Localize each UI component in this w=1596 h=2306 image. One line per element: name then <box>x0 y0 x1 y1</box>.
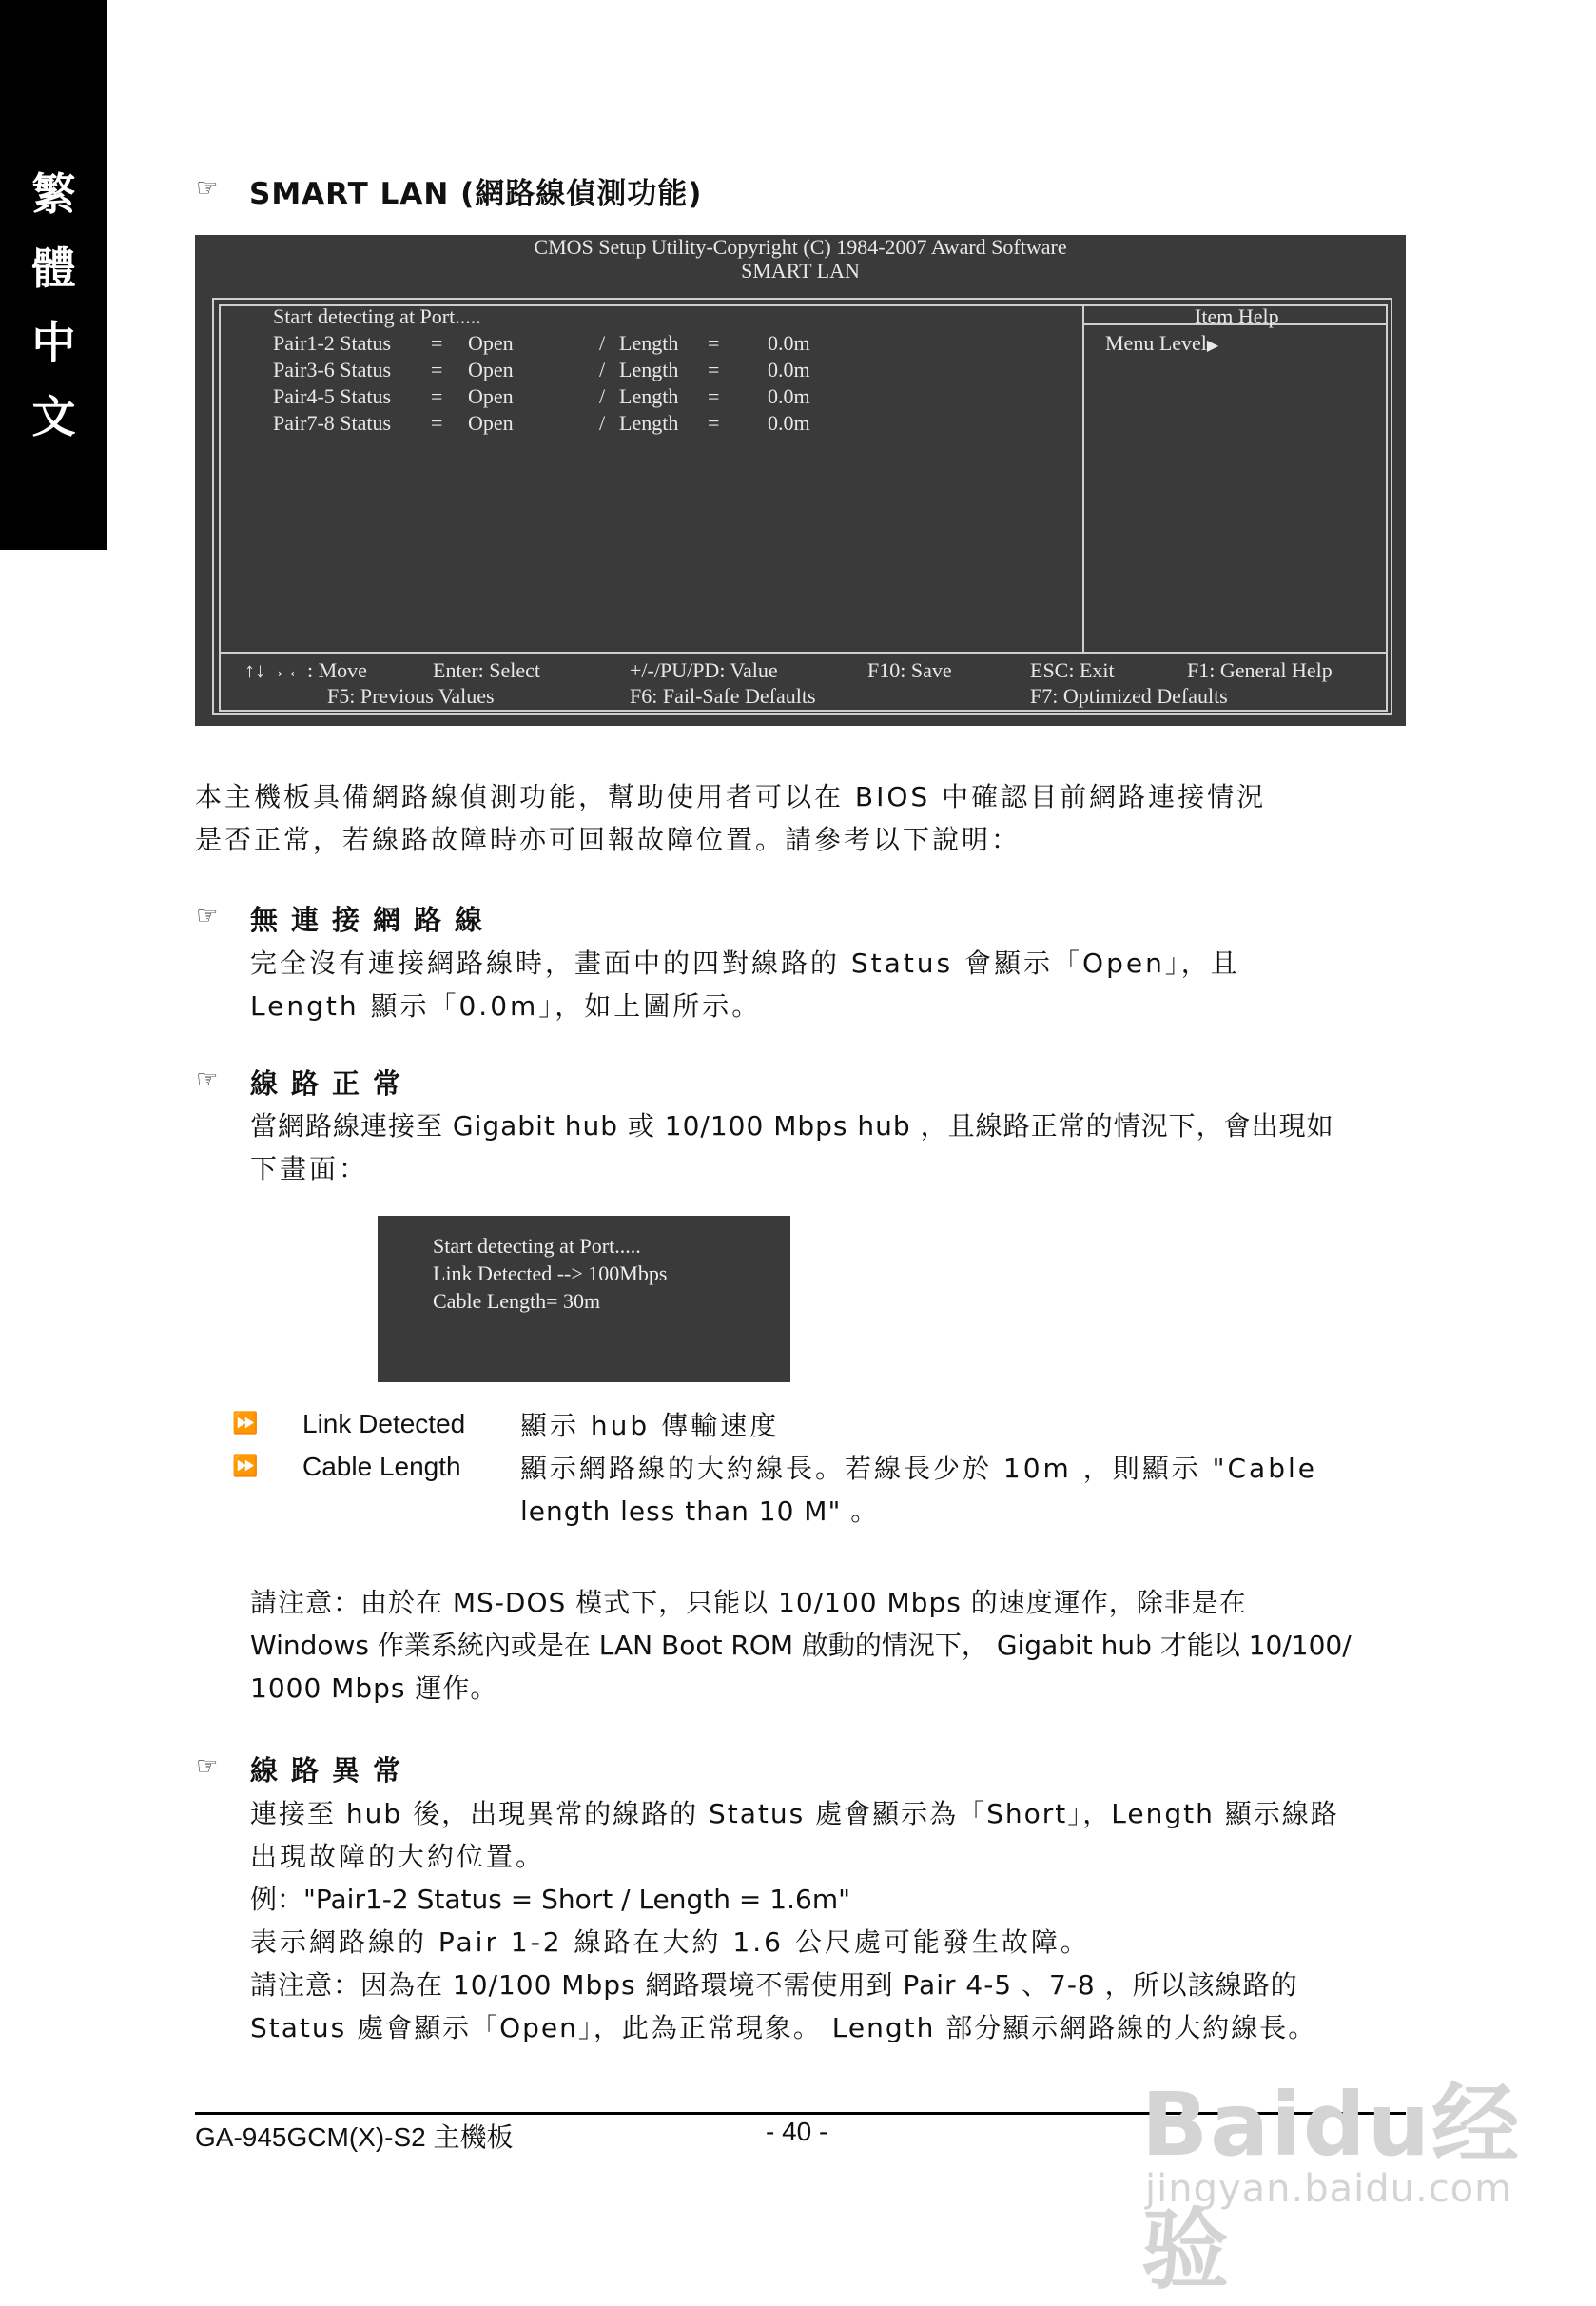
note-line: 請注意：由於在 MS-DOS 模式下，只能以 10/100 Mbps 的速度運作，除非是在 <box>250 1587 1247 1618</box>
key-failsafe-defaults: F6: Fail-Safe Defaults <box>630 684 816 708</box>
bios-row-eq: = <box>431 331 443 355</box>
link-detect-screen <box>378 1216 790 1382</box>
section-heading: 無連接網路線 <box>250 904 496 936</box>
body-line: Status 處會顯示「Open」，此為正常現象。 Length 部分顯示網路線的大約線長。 <box>250 2012 1317 2043</box>
body-line: 出現故障的大約位置。 <box>250 1841 546 1872</box>
language-char: 繁 <box>31 168 76 220</box>
menu-level-label <box>1105 331 1218 356</box>
key-move: ↑↓→←: Move <box>244 658 367 682</box>
language-char: 文 <box>31 391 76 442</box>
intro-line: 是否正常，若線路故障時亦可回報故障位置。請參考以下說明： <box>195 824 1022 855</box>
bios-row-eq: = <box>708 384 720 408</box>
bios-divider <box>221 652 1386 654</box>
bios-row-length: 0.0m <box>768 331 810 355</box>
body-line: 例："Pair1-2 Status = Short / Length = 1.6m" <box>250 1884 850 1915</box>
page-number: - 40 - <box>766 2117 828 2146</box>
bios-row-eq: = <box>708 411 720 435</box>
double-arrow-icon: ⏩ <box>232 1412 259 1436</box>
key-enter: Enter: Select <box>433 658 541 682</box>
watermark-brand: Baidu经验 <box>1141 2074 1522 2301</box>
language-char: 體 <box>31 243 76 294</box>
def-desc: 顯示 hub 傳輸速度 <box>520 1410 780 1441</box>
bios-row-length-label: Length <box>619 384 679 408</box>
key-previous-values: F5: Previous Values <box>327 684 495 708</box>
footer-model: GA-945GCM(X)-S2 主機板 <box>195 2122 514 2152</box>
note-line: Windows 作業系統內或是在 LAN Boot ROM 啟動的情況下， Gigabit hub 才能以 10/100/ <box>250 1630 1352 1661</box>
key-exit: ESC: Exit <box>1030 658 1115 682</box>
bios-row-slash: / <box>599 331 606 355</box>
bios-row-eq: = <box>431 411 443 435</box>
bios-header-title: SMART LAN <box>741 259 860 283</box>
bios-row-status: Open <box>468 384 514 408</box>
section-heading: 線路正常 <box>250 1067 415 1100</box>
bios-frame <box>212 298 1392 715</box>
watermark <box>1141 2055 1522 2301</box>
bios-header-copyright: CMOS Setup Utility-Copyright (C) 1984-2007 Award Software <box>534 235 1067 259</box>
body-line: 完全沒有連接網路線時，畫面中的四對線路的 Status 會顯示「Open」，且 <box>250 948 1240 979</box>
bios-row-status: Open <box>468 331 514 355</box>
note-line: 1000 Mbps 運作。 <box>250 1672 498 1704</box>
bios-row-pair[interactable]: Pair4-5 Status <box>273 384 392 408</box>
bios-row-length-label: Length <box>619 331 679 355</box>
bios-start-detecting: Start detecting at Port..... <box>273 304 481 328</box>
screen-line: Start detecting at Port..... <box>433 1234 641 1258</box>
def-term: Link Detected <box>302 1409 466 1438</box>
bios-screen <box>195 235 1406 726</box>
body-line: 表示網路線的 Pair 1-2 線路在大約 1.6 公尺處可能發生故障。 <box>250 1926 1090 1958</box>
bios-row-slash: / <box>599 358 606 381</box>
section-heading: 線路異常 <box>250 1754 415 1787</box>
bios-divider <box>1082 306 1084 652</box>
bios-inner-frame <box>219 304 1388 712</box>
bios-row-pair[interactable]: Pair7-8 Status <box>273 411 392 435</box>
screen-line: Cable Length= 30m <box>433 1289 601 1313</box>
def-desc: length less than 10 M" 。 <box>520 1495 879 1527</box>
language-tab <box>0 0 107 550</box>
hand-pointing-icon: ☞ <box>196 174 219 203</box>
def-desc: 顯示網路線的大約線長。若線長少於 10m ，則顯示 "Cable <box>520 1453 1317 1484</box>
body-line: Length 顯示「0.0m」，如上圖所示。 <box>250 990 762 1022</box>
body-line: 當網路線連接至 Gigabit hub 或 10/100 Mbps hub ，且線路正常的情況下，會出現如 <box>250 1110 1334 1142</box>
body-line: 連接至 hub 後，出現異常的線路的 Status 處會顯示為「Short」，Length 顯示線路 <box>250 1798 1339 1829</box>
section-title: SMART LAN (網路線偵測功能) <box>249 177 703 211</box>
bios-row-status: Open <box>468 411 514 435</box>
bios-row-length-label: Length <box>619 411 679 435</box>
bios-row-length: 0.0m <box>768 384 810 408</box>
intro-line: 本主機板具備網路線偵測功能，幫助使用者可以在 BIOS 中確認目前網路連接情況 <box>195 781 1267 812</box>
hand-pointing-icon: ☞ <box>196 1065 219 1094</box>
key-optimized-defaults: F7: Optimized Defaults <box>1030 684 1228 708</box>
key-general-help: F1: General Help <box>1187 658 1333 682</box>
watermark-url: jingyan.baidu.com <box>1145 2167 1513 2211</box>
hand-pointing-icon: ☞ <box>196 902 219 930</box>
bios-row-eq: = <box>431 358 443 381</box>
menu-level-text: Menu Level <box>1105 331 1207 355</box>
bios-row-slash: / <box>599 411 606 435</box>
key-value: +/-/PU/PD: Value <box>630 658 778 682</box>
key-save: F10: Save <box>867 658 952 682</box>
hand-pointing-icon: ☞ <box>196 1752 219 1781</box>
body-line: 下畫面： <box>250 1153 369 1184</box>
bios-row-pair[interactable]: Pair1-2 Status <box>273 331 392 355</box>
bios-row-length: 0.0m <box>768 411 810 435</box>
bios-row-length-label: Length <box>619 358 679 381</box>
def-term: Cable Length <box>302 1452 461 1481</box>
bios-row-eq: = <box>708 331 720 355</box>
bios-row-pair[interactable]: Pair3-6 Status <box>273 358 392 381</box>
language-char: 中 <box>31 317 76 368</box>
item-help-title: Item Help <box>1195 304 1279 328</box>
body-line: 請注意：因為在 10/100 Mbps 網路環境不需使用到 Pair 4-5 、7-8 ，所以該線路的 <box>250 1969 1298 2001</box>
triangle-right-icon: ▶ <box>1206 338 1219 354</box>
bios-row-slash: / <box>599 384 606 408</box>
bios-row-status: Open <box>468 358 514 381</box>
screen-line: Link Detected --> 100Mbps <box>433 1261 668 1285</box>
bios-row-eq: = <box>708 358 720 381</box>
double-arrow-icon: ⏩ <box>232 1455 259 1478</box>
bios-row-eq: = <box>431 384 443 408</box>
bios-row-length: 0.0m <box>768 358 810 381</box>
